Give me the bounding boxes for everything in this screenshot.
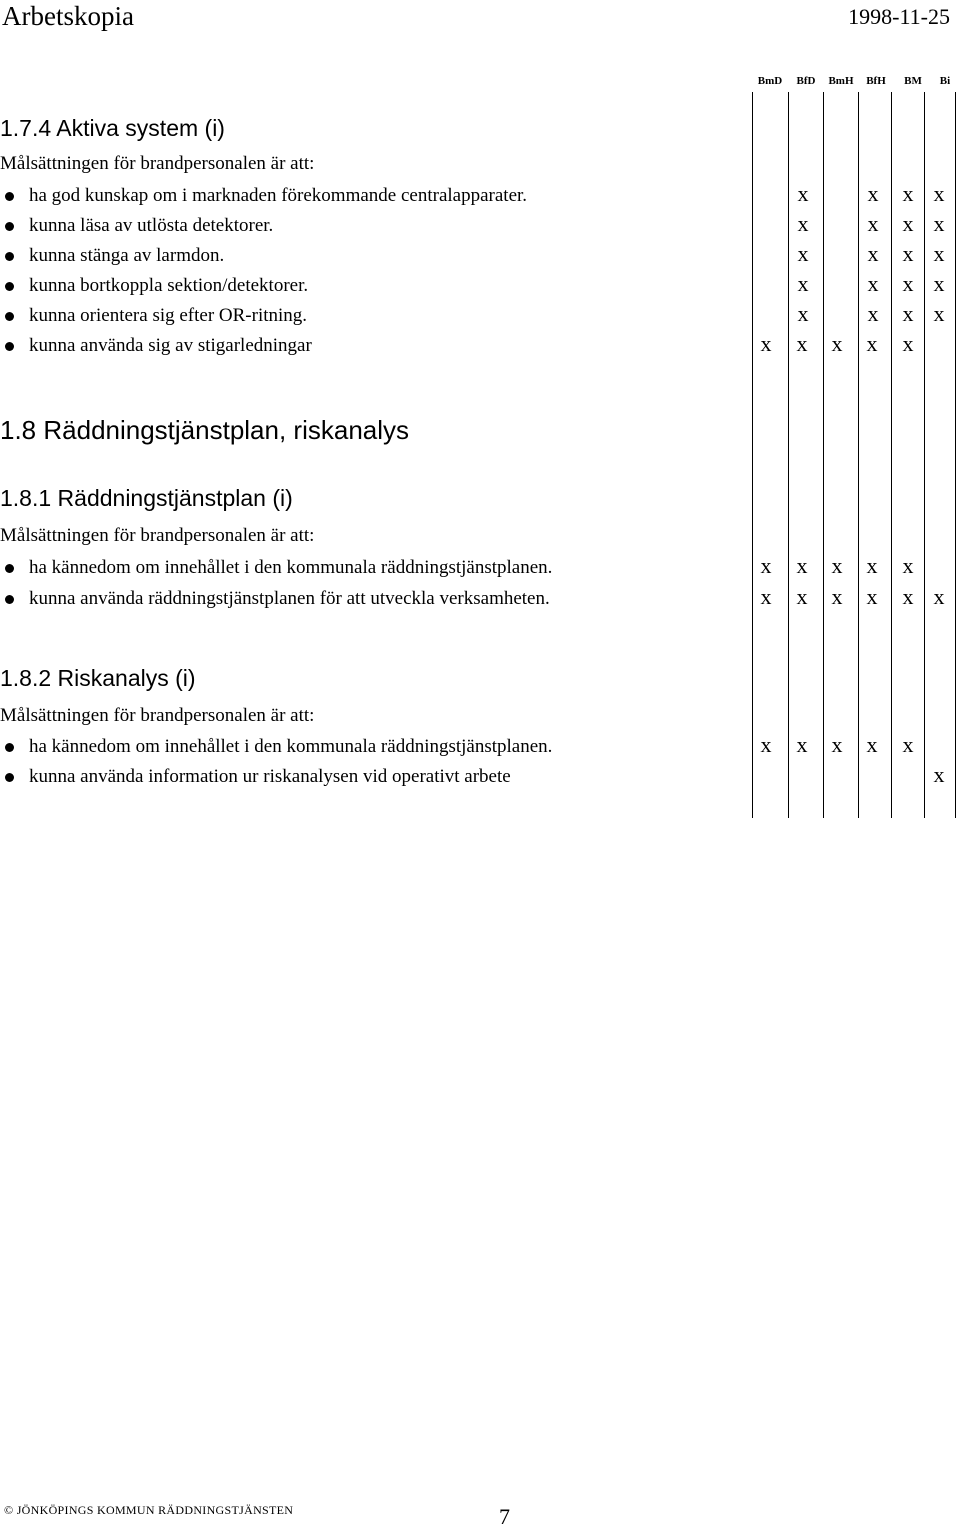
list-item	[0, 241, 960, 270]
check-mark-bi: x	[933, 301, 945, 326]
list-item	[0, 331, 960, 360]
check-mark-bfd: x	[796, 331, 808, 356]
goal-statement: Målsättningen för brandpersonalen är att:	[0, 705, 315, 726]
check-mark-bfh: x	[867, 241, 879, 266]
column-header-bmh: BmH	[828, 75, 854, 87]
list-item-text: kunna bortkoppla sektion/detektorer.	[29, 275, 309, 296]
check-mark-bi: x	[933, 181, 945, 206]
bullet-icon	[5, 312, 14, 321]
list-item	[0, 181, 960, 210]
bullet-icon	[5, 595, 14, 604]
check-mark-bm: x	[902, 271, 914, 296]
check-mark-bfh: x	[866, 553, 878, 578]
list-item-text: ha god kunskap om i marknaden förekommande centralapparater.	[29, 185, 528, 206]
page-number: 7	[499, 1504, 510, 1529]
check-mark-bm: x	[902, 732, 914, 757]
check-mark-bfh: x	[867, 181, 879, 206]
column-header-bi: Bi	[939, 75, 951, 87]
bullet-icon	[5, 773, 14, 782]
check-mark-bm: x	[902, 331, 914, 356]
goal-statement: Målsättningen för brandpersonalen är att:	[0, 153, 315, 174]
list-item	[0, 732, 960, 761]
check-mark-bfh: x	[866, 331, 878, 356]
list-item	[0, 584, 960, 613]
check-mark-bfd: x	[797, 181, 809, 206]
check-mark-bfh: x	[867, 301, 879, 326]
column-header-bfd: BfD	[796, 75, 816, 87]
section-heading-1-8: 1.8 Räddningstjänstplan, riskanalys	[0, 415, 410, 445]
list-item	[0, 271, 960, 300]
document-title: Arbetskopia	[2, 1, 134, 31]
bullet-icon	[5, 192, 14, 201]
column-header-bmd: BmD	[757, 75, 783, 87]
check-mark-bm: x	[902, 211, 914, 236]
column-header-bfh: BfH	[866, 75, 886, 87]
check-mark-bm: x	[902, 584, 914, 609]
check-mark-bmd: x	[760, 732, 772, 757]
list-item	[0, 211, 960, 240]
list-item	[0, 553, 960, 582]
bullet-icon	[5, 282, 14, 291]
check-mark-bmh: x	[831, 584, 843, 609]
list-item-text: kunna använda information ur riskanalysen vid operativt arbete	[29, 766, 511, 787]
list-item-text: ha kännedom om innehållet i den kommunala räddningstjänstplanen.	[29, 736, 553, 757]
list-item-text: kunna använda sig av stigarledningar	[29, 335, 312, 356]
check-mark-bmh: x	[831, 331, 843, 356]
check-mark-bfh: x	[867, 271, 879, 296]
check-mark-bi: x	[933, 584, 945, 609]
list-item-text: kunna stänga av larmdon.	[29, 245, 225, 266]
bullet-icon	[5, 564, 14, 573]
check-mark-bi: x	[933, 271, 945, 296]
check-mark-bi: x	[933, 211, 945, 236]
bullet-icon	[5, 252, 14, 261]
goal-statement: Målsättningen för brandpersonalen är att:	[0, 525, 315, 546]
list-item	[0, 301, 960, 330]
check-mark-bfd: x	[796, 553, 808, 578]
check-mark-bmh: x	[831, 732, 843, 757]
list-item-text: ha kännedom om innehållet i den kommunala räddningstjänstplanen.	[29, 557, 553, 578]
check-mark-bmd: x	[760, 584, 772, 609]
check-mark-bm: x	[902, 301, 914, 326]
check-mark-bfd: x	[797, 211, 809, 236]
bullet-icon	[5, 743, 14, 752]
document-date: 1998-11-25	[848, 4, 950, 29]
column-header-bm: BM	[904, 75, 922, 87]
section-heading-1-8-2: 1.8.2 Riskanalys (i)	[0, 665, 196, 691]
check-mark-bfd: x	[797, 271, 809, 296]
list-item-text: kunna orientera sig efter OR-ritning.	[29, 305, 308, 326]
check-mark-bm: x	[902, 553, 914, 578]
footer-copyright: © JÖNKÖPINGS KOMMUN RÄDDNINGSTJÄNSTEN	[4, 1503, 294, 1517]
list-item-text: kunna läsa av utlösta detektorer.	[29, 215, 274, 236]
bullet-icon	[5, 342, 14, 351]
list-item-text: kunna använda räddningstjänstplanen för att utveckla verksamheten.	[29, 588, 550, 609]
section-heading-1-7-4: 1.7.4 Aktiva system (i)	[0, 115, 225, 141]
check-mark-bm: x	[902, 181, 914, 206]
check-mark-bfd: x	[797, 301, 809, 326]
list-item	[0, 762, 960, 791]
check-mark-bmd: x	[760, 553, 772, 578]
check-mark-bfd: x	[797, 241, 809, 266]
check-mark-bi: x	[933, 762, 945, 787]
bullet-icon	[5, 222, 14, 231]
check-mark-bi: x	[933, 241, 945, 266]
check-mark-bfd: x	[796, 732, 808, 757]
check-mark-bfh: x	[866, 732, 878, 757]
section-heading-1-8-1: 1.8.1 Räddningstjänstplan (i)	[0, 485, 293, 511]
check-mark-bm: x	[902, 241, 914, 266]
check-mark-bfd: x	[796, 584, 808, 609]
check-mark-bmh: x	[831, 553, 843, 578]
check-mark-bmd: x	[760, 331, 772, 356]
check-mark-bfh: x	[867, 211, 879, 236]
check-mark-bfh: x	[866, 584, 878, 609]
